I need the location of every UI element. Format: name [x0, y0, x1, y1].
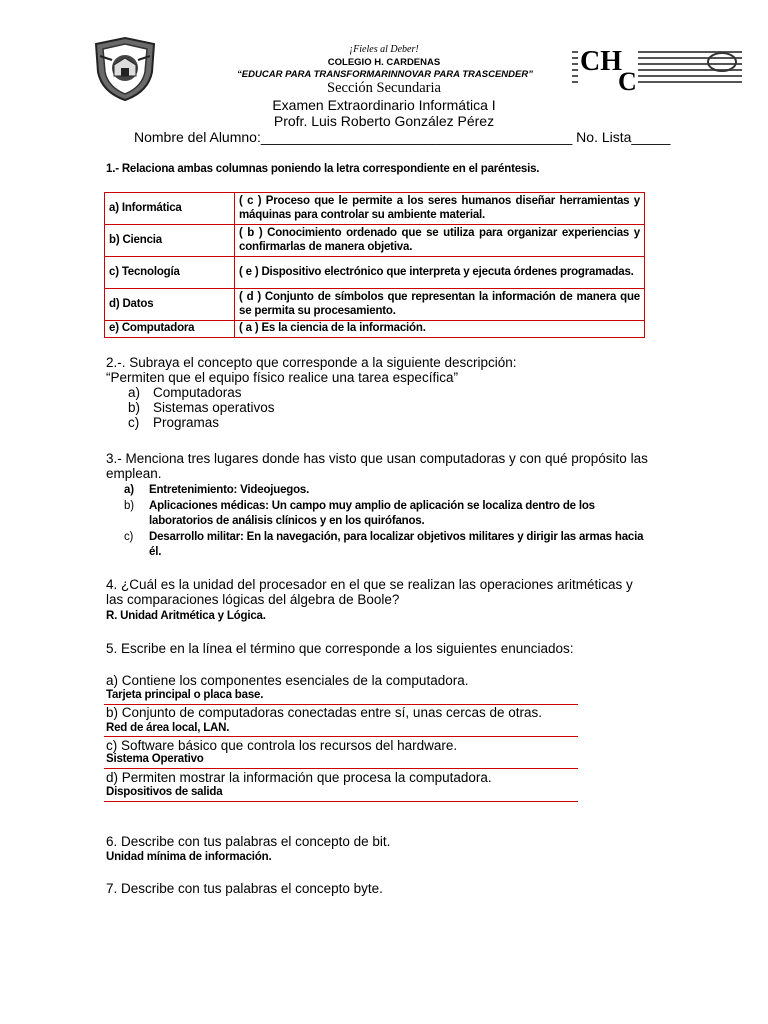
- svg-text:C: C: [618, 67, 637, 96]
- list-item: b) Aplicaciones médicas: Un campo muy amplio de aplicación se localiza dentro de los laboratorios de análisis clínicos y en los quirófanos.: [124, 499, 595, 527]
- answer-line: [104, 801, 578, 802]
- q5-item-b: b) Conjunto de computadoras conectadas entre sí, unas cercas de otras.: [106, 705, 543, 720]
- term-cell: a) Informática: [105, 193, 235, 225]
- table-row: [105, 257, 645, 289]
- term-cell: c) Tecnología: [105, 257, 235, 289]
- q1-prompt: 1.- Relaciona ambas columnas poniendo la letra correspondiente en el paréntesis.: [106, 163, 540, 175]
- section-title: Sección Secundaria: [327, 80, 441, 96]
- q3-prompt: 3.- Menciona tres lugares donde has visto que usan computadoras y con qué propósito las: [106, 451, 648, 466]
- school-name: COLEGIO H. CARDENAS: [327, 57, 441, 68]
- table-row: [105, 321, 645, 338]
- term-cell: d) Datos: [105, 289, 235, 321]
- definition-cell: ( e ) Dispositivo electrónico que interpreta y ejecuta órdenes programadas.: [235, 257, 645, 289]
- table-row: [105, 225, 645, 257]
- chc-logo-text: CH: [580, 46, 622, 77]
- table-row: [105, 193, 645, 225]
- q5-prompt: 5. Escribe en la línea el término que corresponde a los siguientes enunciados:: [106, 641, 574, 656]
- student-name-line: Nombre del Alumno:________________________________________ No. Lista_____: [134, 129, 671, 145]
- school-slogan: “EDUCAR PARA TRANSFORMARINNOVAR PARA TRASCENDER”: [237, 69, 533, 80]
- q4-block: 4. ¿Cuál es la unidad del procesador en el que se realizan las operaciones aritméticas y las comparaciones lógicas del álgebra de Boole?: [106, 577, 666, 607]
- q2-block: [106, 355, 666, 430]
- q4-prompt: 4. ¿Cuál es la unidad del procesador en el que se realizan las operaciones aritméticas y: [106, 577, 633, 592]
- q5-item-a: a) Contiene los componentes esenciales de la computadora.: [106, 673, 469, 688]
- q7-prompt: 7. Describe con tus palabras el concepto byte.: [106, 881, 383, 896]
- definition-cell: ( d ) Conjunto de símbolos que representan la información de manera que se permita su procesamiento.: [235, 289, 645, 321]
- answer-line: [104, 768, 578, 769]
- school-crest-logo: [92, 34, 158, 102]
- list-item: a) Computadoras: [128, 385, 242, 400]
- term-cell: b) Ciencia: [105, 225, 235, 257]
- motto: ¡Fieles al Deber!: [349, 44, 419, 55]
- term-cell: e) Computadora: [105, 321, 235, 338]
- q2-quote: “Permiten que el equipo físico realice una tarea específica”: [106, 370, 458, 385]
- chc-logo: [572, 40, 744, 98]
- answer-line: [104, 736, 578, 737]
- q5-answer-c: Sistema Operativo: [106, 753, 204, 765]
- q6-answer: Unidad mínima de información.: [106, 851, 272, 863]
- q5-item-d: d) Permiten mostrar la información que procesa la computadora.: [106, 770, 492, 785]
- definition-cell: ( a ) Es la ciencia de la información.: [235, 321, 645, 338]
- list-item: a) Entretenimiento: Videojuegos.: [124, 484, 310, 496]
- definition-cell: ( c ) Proceso que le permite a los seres humanos diseñar herramientas y máquinas para controlar su ambiente material.: [235, 193, 645, 225]
- q3-answers: [124, 483, 656, 561]
- q3-block: 3.- Menciona tres lugares donde has visto que usan computadoras y con qué propósito las emplean.: [106, 451, 666, 481]
- matching-table: [104, 192, 645, 338]
- q5-answer-a: Tarjeta principal o placa base.: [106, 689, 264, 701]
- q4-answer: R. Unidad Aritmética y Lógica.: [106, 610, 266, 622]
- q5-answer-b: Red de área local, LAN.: [106, 722, 230, 734]
- list-item: c) Desarrollo militar: En la navegación, para localizar objetivos militares y dirigir las armas hacia él.: [124, 530, 644, 558]
- exam-title: Examen Extraordinario Informática I: [272, 97, 496, 113]
- list-item: c) Programas: [128, 415, 220, 430]
- definition-cell: ( b ) Conocimiento ordenado que se utiliza para organizar experiencias y confirmarlas de manera objetiva.: [235, 225, 645, 257]
- q6-prompt: 6. Describe con tus palabras el concepto de bit.: [106, 834, 391, 849]
- list-item: b) Sistemas operativos: [128, 400, 275, 415]
- table-row: [105, 289, 645, 321]
- teacher-name: Profr. Luis Roberto González Pérez: [273, 113, 495, 129]
- q2-prompt: 2.-. Subraya el concepto que corresponde a la siguiente descripción:: [106, 355, 517, 370]
- q5-answer-d: Dispositivos de salida: [106, 786, 223, 798]
- q5-item-c: c) Software básico que controla los recursos del hardware.: [106, 738, 458, 753]
